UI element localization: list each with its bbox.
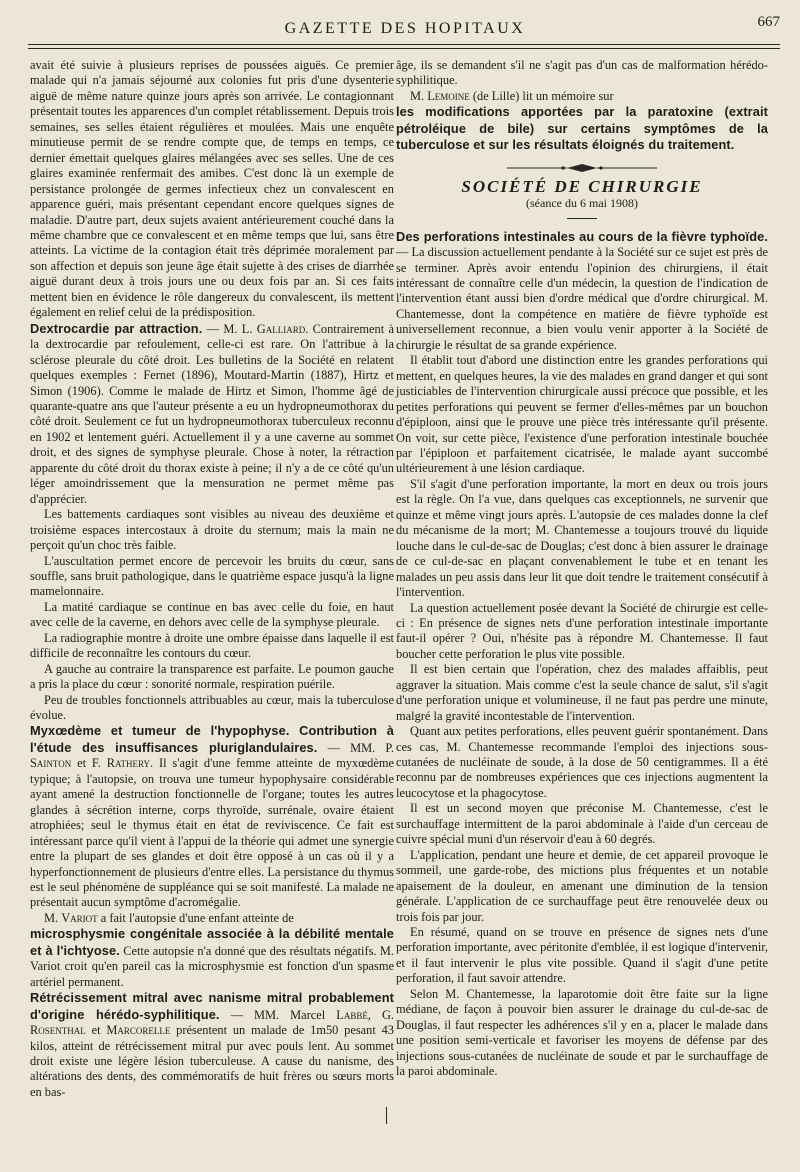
- lemoine-prefix: M.: [410, 88, 428, 103]
- header-rule-thin: [28, 48, 780, 49]
- perforations-paragraph: Il est bien certain que l'opération, chez des malades affaiblis, peut aggraver la situation. Mais comme c'est la seule chance de salut, s'il s'agit d'une perforation unique et volumineuse, il ne faut pas perdre une minute, malgré la gravité incontestable de l'intervention.: [396, 662, 768, 723]
- dextrocardie-heading: Dextrocardie par attraction.: [30, 320, 203, 336]
- retrecissement-join-1: , G.: [367, 1007, 394, 1022]
- perforations-text: — La discussion actuellement pendante à la Société sur ce sujet est près de se terminer. Après avoir entendu l'opinion des chirurgiens, il était intéressant de connaître celle d'un médecin, la question de l'indication de l'intervention étant aussi bien d'ordre médical que d'ordre chirurgical. M. Chantemesse, dont la compétence en matière de fièvre typhoïde est universellement reconnue, a bien voulu venir apporter à la Société de chirurgie le résultat de sa grande expérience.: [396, 245, 768, 352]
- microsphysmie-prefix: M.: [44, 910, 62, 925]
- dextrocardie-text: . Contrairement à la dextrocardie par refoulement, celle-ci est rare. On l'attribue à la sclérose pleurale du côté droit. Les bulletins de la Société en relatent quelques exemples : Fernet (1896), Moutard-Martin (1887), Hirtz et Simon (1906). Comme le malade de Hirtz et Simon, l'homme âgé de quarante-quatre ans que l'auteur présente a eu un hydropneumothorax du côté droit. Seulement ce fut un hydropneumothorax tuberculeux reconnu en 1902 et lentement guéri. Actuellement il y a une caverne au sommet droit, et des signes de symphyse pleurale. Chose à noter, la rétraction apparente du côté droit du thorax existe à peine; il n'y a de ce côté qu'un léger amoindrissement que la mensuration ne permet même pas d'apprécier.: [30, 321, 394, 506]
- dextrocardie-paragraph: La radiographie montre à droite une ombre épaisse dans laquelle il est difficile de reconnaître les contours du cœur.: [30, 630, 394, 661]
- perforations-paragraph: Selon M. Chantemesse, la laparotomie doit être faite sur la ligne médiane, de façon à pouvoir bien assurer le drainage du cul-de-sac de Douglas, il faut respecter les adhérences s'il y en a, placer le malade dans une position semi-verticale et favoriser les moyens de défense par des injections sous-cutanées de nucléinate de soude et par le surchauffage de la paroi abdominale.: [396, 986, 768, 1079]
- dextrocardie-paragraph: La matité cardiaque se continue en bas avec celle du foie, en haut avec celle de la caverne, en dehors avec celle de la symphyse pleurale.: [30, 599, 394, 630]
- dextrocardie-author: Galliard: [256, 321, 306, 336]
- dextrocardie-paragraph: Peu de troubles fonctionnels attribuables au cœur, mais la tuberculose évolue.: [30, 692, 394, 723]
- myxoedeme-heading: Myxœdème et tumeur de l'hypophyse. Contribution à l'étude des insuffisances pluriglandulaires.: [30, 723, 394, 755]
- retrecissement-heading: Rétrécissement mitral avec nanisme mitral probablement d'origine hérédo-syphilitique.: [30, 990, 394, 1022]
- dextrocardie-paragraph: A gauche au contraire la transparence est parfaite. Le poumon gauche a pris la place du cœur : sonorité normale, respiration puérile.: [30, 661, 394, 692]
- myxoedeme-author-prefix: — MM. P.: [317, 740, 395, 755]
- perforations-heading: Des perforations intestinales au cours de la fièvre typhoïde.: [396, 228, 768, 244]
- lemoine-author: Lemoine: [427, 88, 470, 103]
- myxoedeme-author-join: et F.: [71, 756, 107, 771]
- dextrocardie-paragraph: Les battements cardiaques sont visibles au niveau des deuxième et troisième espaces intercostaux à droite du sternum; mais la main ne perçoit qu'un choc très faible.: [30, 507, 394, 553]
- retrecissement-text: présentent un malade de 1m50 pesant 43 kilos, atteint de rétrécissement mitral pur avec pouls lent. Au sommet droit existe une légère lésion tuberculeuse. A cause du nanisme, des altérations des dents, des commémoratifs de huit frères ou sœurs morts en bas-: [30, 1023, 395, 1099]
- intro-paragraph: avait été suivie à plusieurs reprises de poussées aiguës. Ce premier malade qui n'a jamais séjourné aux colonies fut pris d'une dysenterie aiguë de même nature quinze jours après son arrivée. Le contagionnant présentait toutes les apparences d'un complet rétablissement. Depuis trois semaines, ses selles étaient régulières et moulées. Mais une enquête minutieuse permit de se rendre compte que, de temps en temps, ce dernier émettait quelques glaires mélangées avec ses selles. Une de ces glaires examinée renfermait des amibes. C'est donc là un exemple de persistance prolongée de germes infectieux chez un convalescent en apparence guéri, mais présentant cependant encore quelques signes de maladie. D'autre part, deux sujets avaient antérieurement couché dans la même chambre que ce convalescent et en même temps que lui, sans être atteints. La victime de la contagion était très déprimée moralement par son affection et depuis son jeune âge était sujette à des crises de diarrhée aiguë durant deux à trois jours une ou deux fois par an. Si ces faits mettent bien en évidence le rôle dangereux du convalescent, ils mettent également en relief celui de la prédisposition.: [30, 58, 394, 320]
- microsphysmie-author: Variot: [61, 910, 98, 925]
- microsphysmie-lead: a fait l'autopsie d'une enfant atteinte de: [97, 910, 294, 925]
- perforations-paragraph: Quant aux petites perforations, elles peuvent guérir spontanément. Dans ces cas, M. Chantemesse recommande l'emploi des injections sous-cutanées de nucléinate de soude, à la dose de 50 centigrammes. Il a été reconnu par de nombreuses expériences que ces injections augmentent la leucocytose et la phagocytose.: [396, 724, 768, 800]
- microsphysmie-section: [30, 911, 394, 926]
- running-header: [30, 14, 780, 40]
- dextrocardie-author-prefix: — M. L.: [202, 321, 257, 336]
- retrecissement-join-2: et: [85, 1023, 107, 1038]
- myxoedeme-author-1: Sainton: [30, 756, 72, 771]
- lemoine-heading: les modifications apportées par la paratoxine (extrait pétroléique de bile) sur certains symptômes de la tuberculose et sur les résultats éloignés du traitement.: [396, 104, 768, 153]
- section-ornament: [396, 163, 768, 173]
- continued-paragraph: âge, ils se demandent s'il ne s'agit pas d'un cas de malformation hérédo-syphilitique.: [396, 58, 768, 88]
- retrecissement-author-1: Labbé: [336, 1007, 368, 1022]
- journal-title: GAZETTE DES HOPITAUX: [284, 20, 526, 37]
- microsphysmie-text: Cette autopsie n'a donné que des résultats négatifs. M. Variot croit qu'en pareil cas la microsphysmie est fonction d'un spasme artériel permanent.: [30, 943, 394, 989]
- column-divider: [386, 1107, 387, 1124]
- perforations-paragraph: La question actuellement posée devant la Société de chirurgie est celle-ci : En présence de signes nets d'une perforation intestinale importante faut-il opérer ? Oui, n'hésite pas à répondre M. Chantemesse. Il faut boucher cette perforation le plus vite possible.: [396, 600, 768, 661]
- perforations-paragraph: L'application, pendant une heure et demie, de cet appareil provoque le sommeil, une garde-robe, des mictions plus fréquentes et un notable apaisement de la douleur, en amenant une diminution de la tension générale. L'application de ce surchauffage peut être renouvelée deux ou trois fois par jour.: [396, 847, 768, 924]
- perforations-paragraph: S'il s'agit d'une perforation importante, la mort en deux ou trois jours est la règle. On l'a vue, dans quelques cas exceptionnels, ne survenir que quinze et même vingt jours après. L'autopsie de ces malades donne la clef du mécanisme de la mort; M. Chantemesse a toujours trouvé du liquide louche dans le cul-de-sac de Douglas; c'est donc à bien assurer le drainage de ce cul-de-sac en plaçant convenablement le tube et en tenant les malades un peu assis dans leur lit que doit tendre le traitement consécutif à l'intervention.: [396, 476, 768, 600]
- society-title: SOCIÉTÉ DE CHIRURGIE: [461, 176, 703, 196]
- myxoedeme-author-2: Rathery: [106, 756, 151, 771]
- retrecissement-author-2: Rosenthal: [30, 1023, 86, 1038]
- header-rule-thick: [28, 44, 780, 45]
- right-column: [396, 58, 768, 1080]
- dextrocardie-paragraph: L'auscultation permet encore de percevoir les bruits du cœur, sans souffle, sans bruit pathologique, dans le quatrième espace jusqu'à la ligne mamelonnaire.: [30, 553, 394, 599]
- retrecissement-author-prefix: — MM. Marcel: [219, 1007, 337, 1022]
- perforations-paragraph: Il est un second moyen que préconise M. Chantemesse, c'est le surchauffage intermittent de la paroi abdominale à l'aide d'un cerceau de cuivre spécial muni d'un réservoir d'eau à 60 degrés.: [396, 801, 768, 847]
- page-number: 667: [757, 14, 780, 30]
- title-rule: [567, 218, 597, 219]
- perforations-paragraph: En résumé, quand on se trouve en présence de signes nets d'une perforation importante, avec péritonite d'emblée, il est logique d'intervenir, et il faut intervenir le plus vite possible. Quand il s'agit d'une petite perforation, il faut savoir attendre.: [396, 925, 768, 986]
- perforations-paragraph: Il établit tout d'abord une distinction entre les grandes perforations qui mettent, en quelques heures, la vie des malades en grand danger et qui sont justiciables de l'intervention chirurgicale aussi précoce que possible, et les petites perforations qui peuvent se fermer d'elles-mêmes par un bouchon d'épiploon, ainsi que le prouve une pièce très intéressante qu'il présente. On voit, sur cette pièce, l'existence d'une perforation intestinale bouchée par l'épiploon et parfaitement cicatrisée, le malade ayant succombé ultérieurement à une lésion cardiaque.: [396, 353, 768, 476]
- lemoine-lead: (de Lille) lit un mémoire sur: [469, 88, 614, 103]
- lemoine-section: [396, 89, 768, 104]
- left-column: [30, 58, 394, 1100]
- session-date: (séance du 6 mai 1908): [526, 196, 638, 211]
- microsphysmie-heading: microsphysmie congénitale associée à la débilité mentale et à l'ichtyose.: [30, 926, 394, 958]
- myxoedeme-text: . Il s'agit d'une femme atteinte de myxœdème typique; à l'autopsie, on trouva une tumeur hypophysaire considérable ayant amené la destruction fonctionnelle de l'organe; toutes les autres glandes à sécrétion interne, corps thyroïde, surrénale, ovaire étaient atrophiées; seul le thymus était en état de reviviscence. Ce fait est intéressant parce qu'il vient à l'appui de la théorie qui admet une synergie entre la plupart de ses glandes et doit être opposé à un cas où il y a hyperfonctionnement de plusieurs d'entre elles. La persistance du thymus est le seul phénomène de suppléance qui se soit manifesté. La malade ne présentait aucun symptôme d'acromégalie.: [30, 756, 395, 910]
- retrecissement-author-3: Marcorelle: [106, 1023, 171, 1038]
